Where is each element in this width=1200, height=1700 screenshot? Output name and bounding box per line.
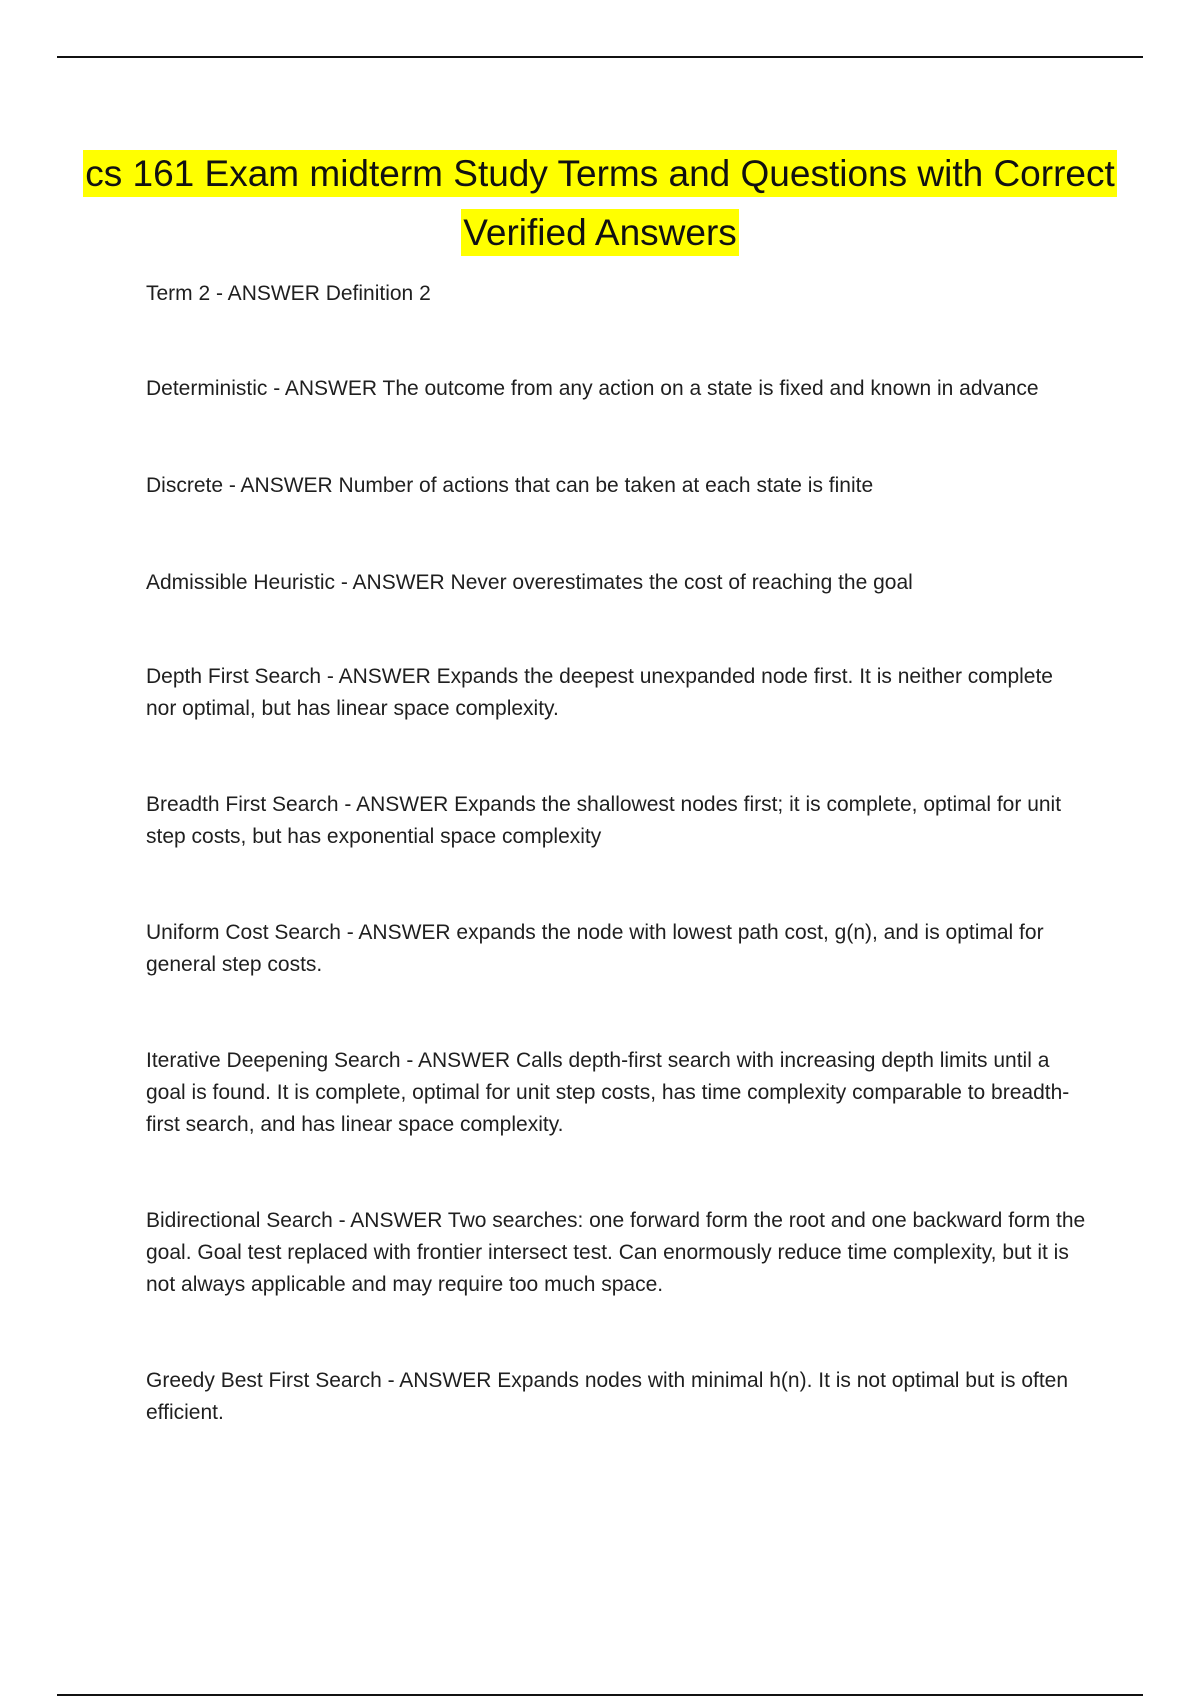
- term-entry: Uniform Cost Search - ANSWER expands the node with lowest path cost, g(n), and is optimal for general step costs.: [146, 921, 1044, 976]
- top-divider: [57, 56, 1143, 58]
- term-entry: Depth First Search - ANSWER Expands the deepest unexpanded node first. It is neither complete nor optimal, but has linear space complexity.: [146, 665, 1053, 720]
- title-highlight: cs 161 Exam midterm Study Terms and Questions with Correct Verified Answers: [83, 150, 1117, 256]
- term-entry: Greedy Best First Search - ANSWER Expands nodes with minimal h(n). It is not optimal but is often efficient.: [146, 1369, 1069, 1424]
- term-entry: Term 2 - ANSWER Definition 2: [146, 282, 431, 305]
- term-entry: Discrete - ANSWER Number of actions that can be taken at each state is finite: [146, 474, 874, 497]
- term-entry: Admissible Heuristic - ANSWER Never overestimates the cost of reaching the goal: [146, 571, 913, 594]
- term-entry: Bidirectional Search - ANSWER Two searches: one forward form the root and one backward form the goal. Goal test replaced with frontier intersect test. Can enormously reduce time complexity, but it is not always applicable and may require too much space.: [146, 1209, 1086, 1296]
- bottom-divider: [57, 1694, 1143, 1696]
- term-entry: Deterministic - ANSWER The outcome from any action on a state is fixed and known in advance: [146, 377, 1039, 400]
- document-title: [57, 144, 1143, 262]
- term-entry: Iterative Deepening Search - ANSWER Calls depth-first search with increasing depth limits until a goal is found. It is complete, optimal for unit step costs, has time complexity comparable to breadth-first search, and has linear space complexity.: [146, 1049, 1070, 1136]
- term-entry: Breadth First Search - ANSWER Expands the shallowest nodes first; it is complete, optimal for unit step costs, but has exponential space complexity: [146, 793, 1062, 848]
